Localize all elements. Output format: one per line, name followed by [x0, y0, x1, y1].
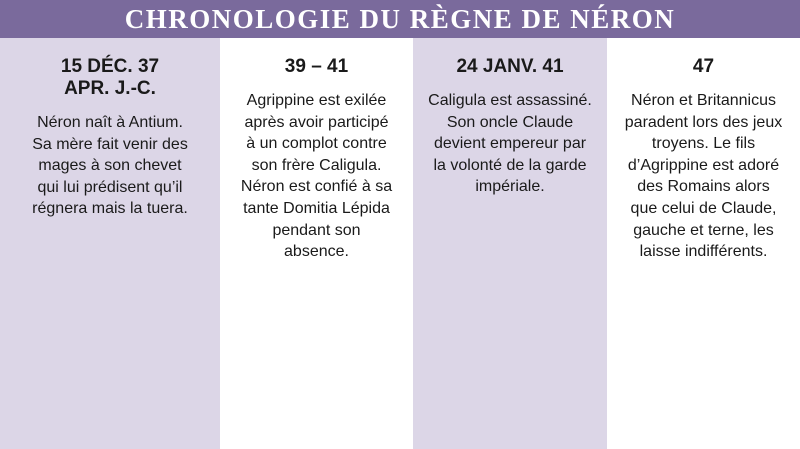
date-line-2: APR. J.-C. [64, 78, 156, 99]
date-line-1: 15 DÉC. 37 [60, 56, 160, 77]
column-date [427, 56, 593, 78]
column-text: Agrippine est exilée après avoir participé à un complot contre son frère Caligula. Néron est confié à sa tante Domitia Lépida pendant son absence. [240, 92, 393, 261]
timeline-column-1 [0, 38, 220, 449]
timeline-columns [0, 38, 800, 449]
page-title: CHRONOLOGIE DU RÈGNE DE NÉRON [124, 4, 676, 34]
column-text: Néron et Britannicus paradent lors des jeux troyens. Le fils d’Agrippine est adoré des Romains alors que celui de Claude, gauche et terne, les laisse indifférents. [624, 92, 783, 261]
title-banner [0, 0, 800, 38]
column-date [621, 56, 786, 78]
date-line-1: 24 JANV. 41 [456, 56, 564, 77]
column-date [14, 56, 206, 100]
timeline-column-4 [607, 38, 800, 449]
column-date [234, 56, 399, 78]
date-line-1: 39 – 41 [284, 56, 349, 77]
column-text: Néron naît à Antium. Sa mère fait venir des mages à son chevet qui lui prédisent qu’il régnera mais la tuera. [32, 114, 188, 218]
timeline-column-3 [413, 38, 607, 449]
timeline-column-2 [220, 38, 413, 449]
column-text: Caligula est assassiné. Son oncle Claude devient empereur par la volonté de la garde impériale. [428, 92, 592, 196]
date-line-1: 47 [692, 56, 715, 77]
